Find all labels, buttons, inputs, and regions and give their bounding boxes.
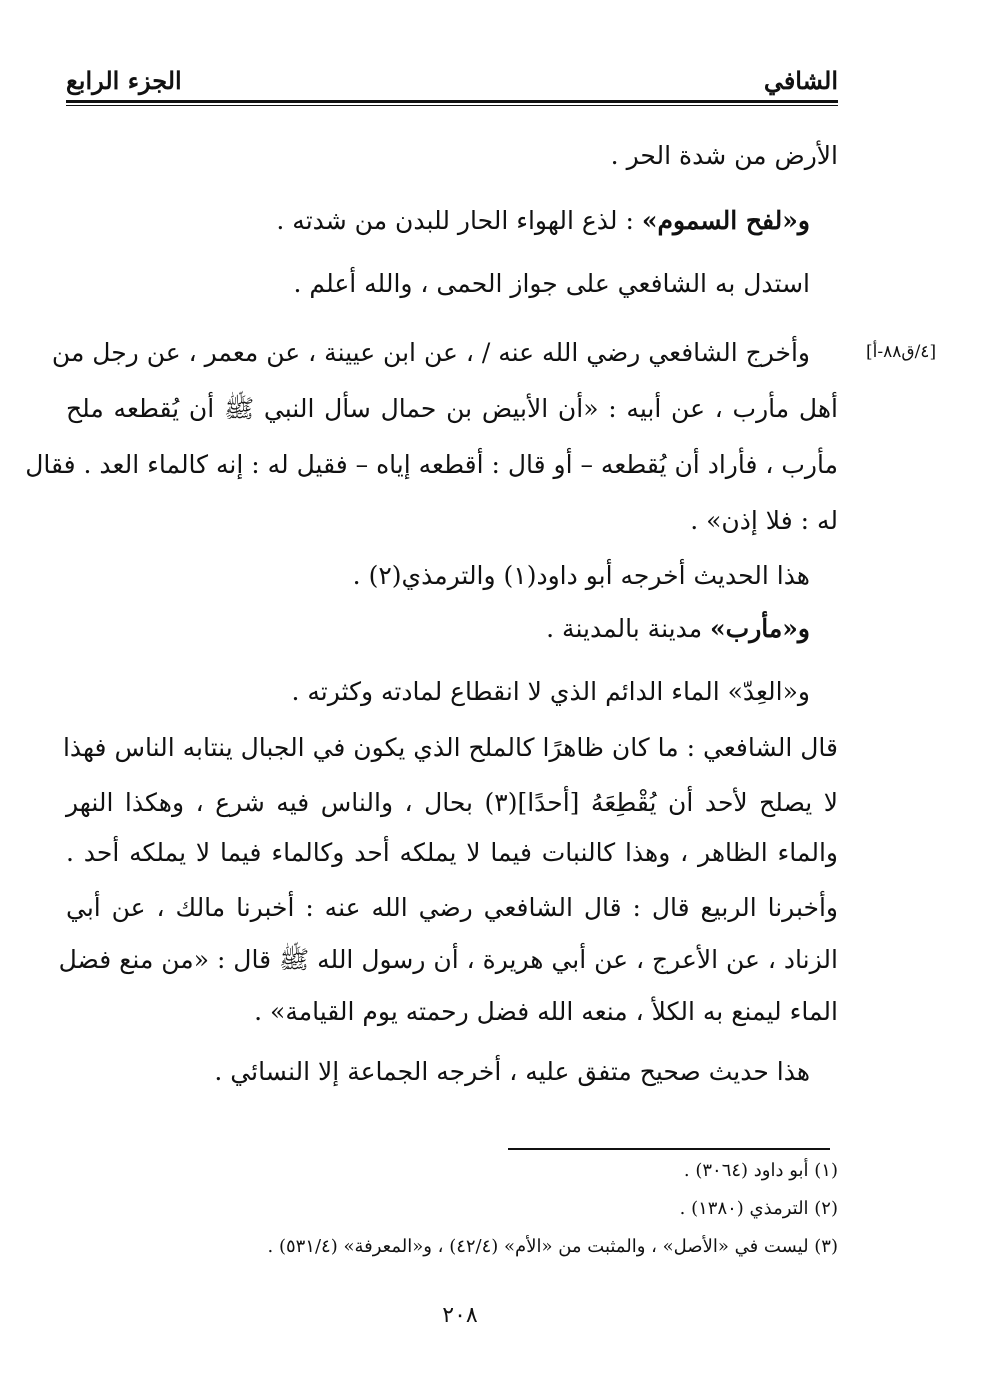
book-title: الشافي	[763, 66, 838, 95]
text-line: قال الشافعي : ما كان ظاهرًا كالملح الذي يكون في الجبال ينتابه الناس فهذا	[62, 733, 838, 762]
text-line: الزناد ، عن الأعرج ، عن أبي هريرة ، أن رسول الله ﷺ قال : «من منع فضل	[58, 945, 838, 974]
text-line: استدل به الشافعي على جواز الحمى ، والله أعلم .	[293, 269, 810, 298]
text-line	[276, 203, 810, 239]
manuscript-folio-marker: [٤/ق٨٨-أ]	[866, 342, 937, 362]
text-line: وأخرج الشافعي رضي الله عنه / ، عن ابن عيينة ، عن معمر ، عن رجل من	[51, 338, 810, 367]
footnote: (٣) ليست في «الأصل» ، والمثبت من «الأم» (٤٢/٤) ، و«المعرفة» (٥٣١/٤) .	[267, 1236, 838, 1257]
footnote: (٢) الترمذي (١٣٨٠) .	[679, 1198, 838, 1219]
footnote-divider	[508, 1148, 830, 1150]
page-number: ٢٠٨	[442, 1303, 478, 1328]
text-line: هذا الحديث أخرجه أبو داود(١) والترمذي(٢) .	[352, 561, 810, 590]
defined-term: و«مأرب»	[710, 614, 810, 643]
volume-title: الجزء الرابع	[66, 66, 182, 95]
text-line: مأرب ، فأراد أن يُقطعه – أو قال : أقطعه إياه – فقيل له : إنه كالماء العد . فقال	[25, 450, 838, 479]
text-line: هذا حديث صحيح متفق عليه ، أخرجه الجماعة إلا النسائي .	[214, 1057, 810, 1086]
definition-text: : لذع الهواء الحار للبدن من شدته .	[276, 206, 642, 235]
definition-text: مدينة بالمدينة .	[546, 614, 711, 643]
text-line	[546, 611, 810, 647]
text-line: وأخبرنا الربيع قال : قال الشافعي رضي الله عنه : أخبرنا مالك ، عن أبي	[66, 893, 838, 922]
text-line: الماء ليمنع به الكلأ ، منعه الله فضل رحمته يوم القيامة» .	[254, 997, 838, 1026]
text-line: لا يصلح لأحد أن يُقْطِعَهُ [أحدًا](٣) بحال ، والناس فيه شرع ، وهكذا النهر	[66, 788, 838, 817]
text-line: و«العِدّ» الماء الدائم الذي لا انقطاع لمادته وكثرته .	[291, 677, 810, 706]
text-line: والماء الظاهر ، وهذا كالنبات فيما لا يملكه أحد وكالماء فيما لا يملكه أحد .	[66, 838, 838, 867]
header-divider	[66, 100, 838, 106]
text-line: له : فلا إذن» .	[690, 506, 838, 535]
defined-term: و«لفح السموم»	[641, 206, 810, 235]
footnote: (١) أبو داود (٣٠٦٤) .	[683, 1160, 838, 1181]
text-line: أهل مأرب ، عن أبيه : «أن الأبيض بن حمال سأل النبي ﷺ أن يُقطعه ملح	[66, 394, 838, 423]
text-line: الأرض من شدة الحر .	[610, 141, 838, 170]
